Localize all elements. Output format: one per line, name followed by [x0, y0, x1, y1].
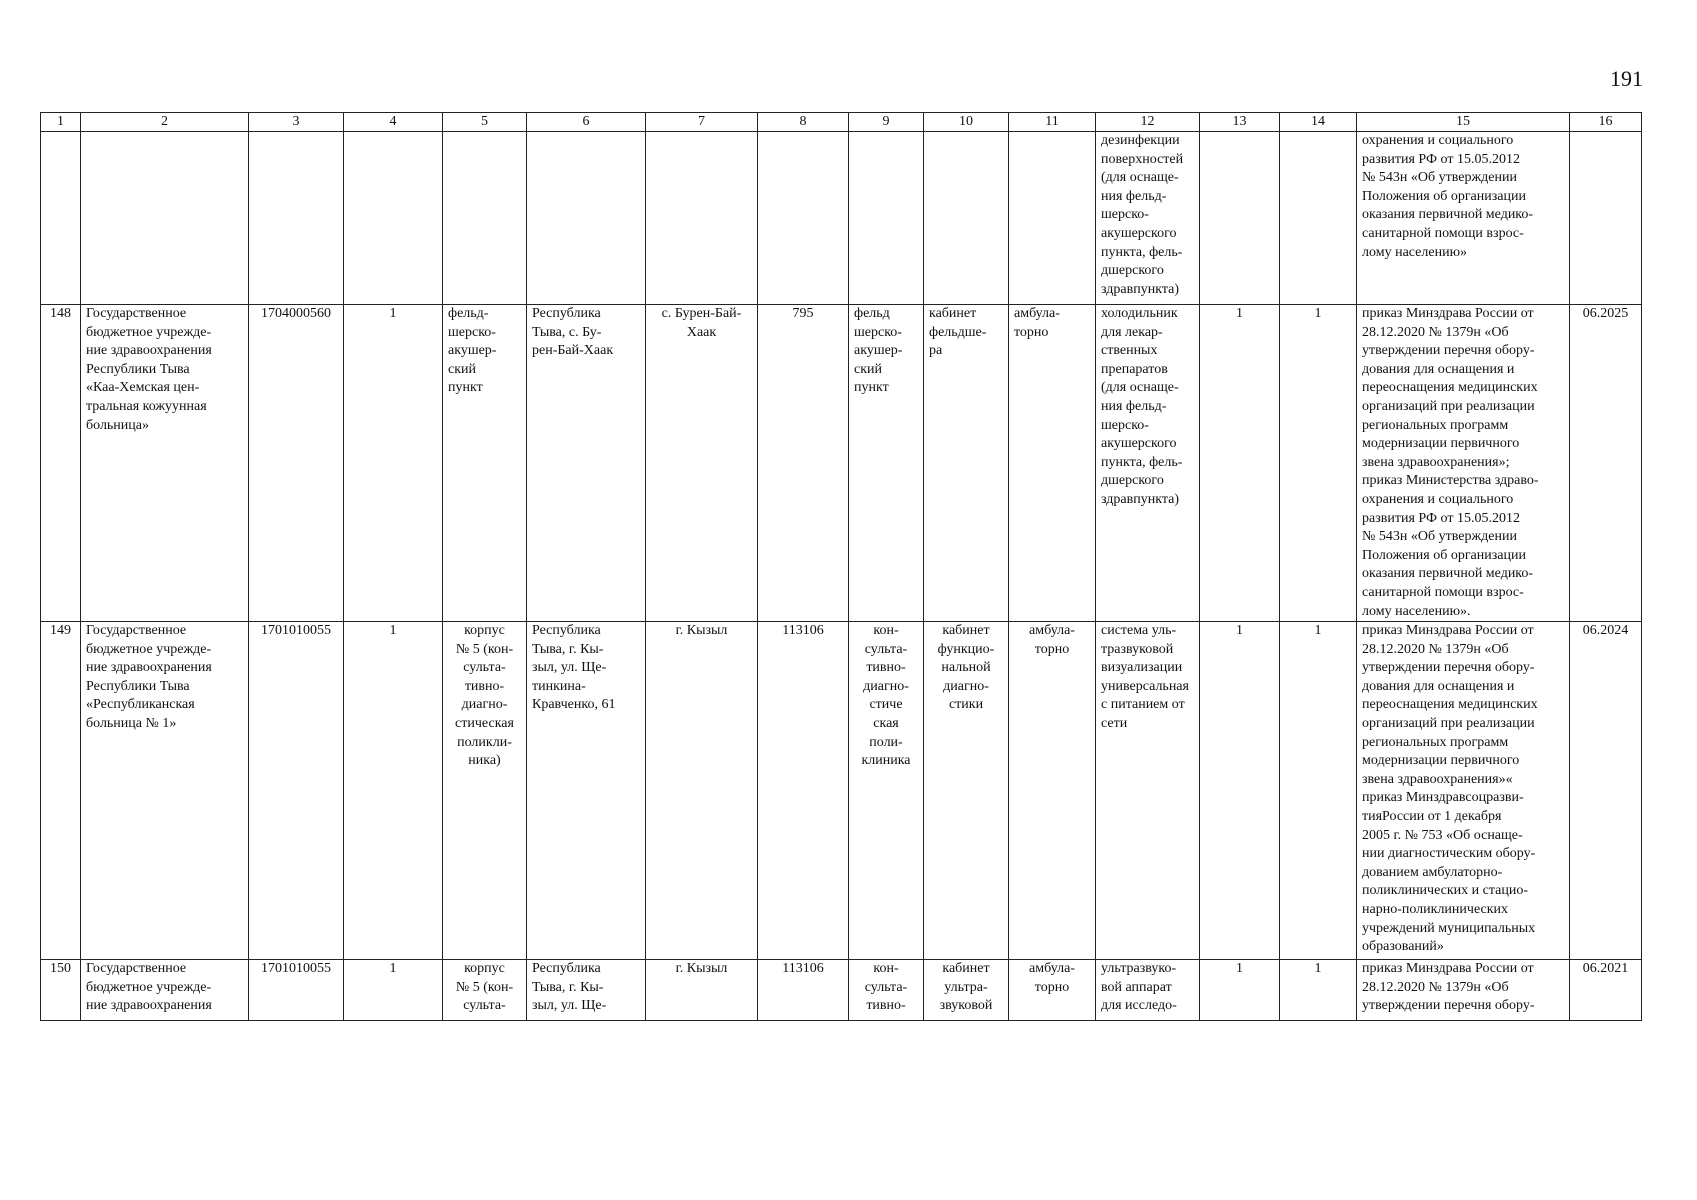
row-number-cell: 148 — [41, 305, 81, 622]
row-number-cell: 149 — [41, 622, 81, 960]
empty-cell — [443, 132, 527, 305]
header-cell: 12 — [1096, 113, 1200, 132]
header-cell: 2 — [81, 113, 249, 132]
empty-cell — [646, 132, 758, 305]
header-cell: 4 — [344, 113, 443, 132]
quantity-cell: 1 — [1200, 305, 1280, 622]
header-cell: 11 — [1009, 113, 1096, 132]
address-cell: Республика Тыва, с. Бу- рен-Бай-Хаак — [527, 305, 646, 622]
room-cell: кабинет фельдше- ра — [924, 305, 1009, 622]
address-cell: Республика Тыва, г. Кы- зыл, ул. Ще- тинкина- Кравченко, 61 — [527, 622, 646, 960]
care-type-cell: амбула- торно — [1009, 305, 1096, 622]
quantity-cell: 1 — [1200, 622, 1280, 960]
header-cell: 7 — [646, 113, 758, 132]
header-cell: 5 — [443, 113, 527, 132]
empty-cell — [1200, 132, 1280, 305]
date-cell: 06.2024 — [1570, 622, 1642, 960]
equipment-cell: ультразвуко- вой аппарат для исследо- — [1096, 960, 1200, 1021]
header-cell: 6 — [527, 113, 646, 132]
empty-cell — [41, 132, 81, 305]
date-cell: 06.2025 — [1570, 305, 1642, 622]
settlement-cell: г. Кызыл — [646, 960, 758, 1021]
organization-cell: Государственное бюджетное учрежде- ние здравоохранения Республики Тыва «Республиканская больница № 1» — [81, 622, 249, 960]
building-cell: фельд- шерско- акушер- ский пункт — [443, 305, 527, 622]
unit-cell: кон- сульта- тивно- диагно- стиче ская поли- клиника — [849, 622, 924, 960]
page-number: 191 — [1610, 66, 1643, 91]
header-cell: 9 — [849, 113, 924, 132]
row-number-cell: 150 — [41, 960, 81, 1021]
header-cell: 1 — [41, 113, 81, 132]
population-cell: 113106 — [758, 960, 849, 1021]
header-cell: 15 — [1357, 113, 1570, 132]
settlement-cell: с. Бурен-Бай- Хаак — [646, 305, 758, 622]
room-cell: кабинет ультра- звуковой — [924, 960, 1009, 1021]
table-row — [41, 960, 1642, 1021]
date-cell: 06.2021 — [1570, 960, 1642, 1021]
building-cell: корпус № 5 (кон- сульта- — [443, 960, 527, 1021]
legal-basis-cell: приказ Минздрава России от 28.12.2020 № 1379н «Об утверждении перечня обору- дования для оснащения и переоснащения медицинских организаций при реализации региональных программ модернизации первичного звена здравоохранения»« приказ Минздравсоцразви- тияРоссии от 1 декабря 2005 г. № 753 «Об оснаще- нии диагностическим обору- дованием амбулаторно- поликлинических и стацио- нарно-поликлинических учреждений муниципальных образований» — [1357, 622, 1570, 960]
population-cell: 795 — [758, 305, 849, 622]
code-cell: 1701010055 — [249, 622, 344, 960]
empty-cell — [758, 132, 849, 305]
empty-cell — [344, 132, 443, 305]
column-number-row — [41, 113, 1642, 132]
settlement-cell: г. Кызыл — [646, 622, 758, 960]
col4-cell: 1 — [344, 305, 443, 622]
header-cell: 16 — [1570, 113, 1642, 132]
col4-cell: 1 — [344, 622, 443, 960]
legal-basis-cell: приказ Минздрава России от 28.12.2020 № 1379н «Об утверждении перечня обору- — [1357, 960, 1570, 1021]
care-type-cell: амбула- торно — [1009, 960, 1096, 1021]
equipment-cell: система уль- тразвуковой визуализации универсальная с питанием от сети — [1096, 622, 1200, 960]
table-row — [41, 305, 1642, 622]
header-cell: 14 — [1280, 113, 1357, 132]
organization-cell: Государственное бюджетное учрежде- ние здравоохранения Республики Тыва «Каа-Хемская цен- тральная кожуунная больница» — [81, 305, 249, 622]
table-row-continuation — [41, 132, 1642, 305]
quantity-cell: 1 — [1280, 305, 1357, 622]
unit-cell: кон- сульта- тивно- — [849, 960, 924, 1021]
quantity-cell: 1 — [1280, 960, 1357, 1021]
equipment-cell: холодильник для лекар- ственных препаратов (для оснаще- ния фельд- шерско- акушерского пункта, фель- дшерского здравпункта) — [1096, 305, 1200, 622]
code-cell: 1704000560 — [249, 305, 344, 622]
population-cell: 113106 — [758, 622, 849, 960]
address-cell: Республика Тыва, г. Кы- зыл, ул. Ще- — [527, 960, 646, 1021]
legal-basis-cell: охранения и социального развития РФ от 15.05.2012 № 543н «Об утверждении Положения об организации оказания первичной медико- санитарной помощи взрос- лому населению» — [1357, 132, 1570, 305]
header-cell: 8 — [758, 113, 849, 132]
legal-basis-cell: приказ Минздрава России от 28.12.2020 № 1379н «Об утверждении перечня обору- дования для оснащения и переоснащения медицинских организаций при реализации региональных программ модернизации первичного звена здравоохранения»; приказ Министерства здраво- охранения и социального развития РФ от 15.05.2012 № 543н «Об утверждении Положения об организации оказания первичной медико- санитарной помощи взрос- лому населению». — [1357, 305, 1570, 622]
care-type-cell: амбула- торно — [1009, 622, 1096, 960]
empty-cell — [849, 132, 924, 305]
header-cell: 10 — [924, 113, 1009, 132]
room-cell: кабинет функцио- нальной диагно- стики — [924, 622, 1009, 960]
header-cell: 3 — [249, 113, 344, 132]
empty-cell — [1570, 132, 1642, 305]
empty-cell — [527, 132, 646, 305]
empty-cell — [1280, 132, 1357, 305]
quantity-cell: 1 — [1280, 622, 1357, 960]
organization-cell: Государственное бюджетное учрежде- ние здравоохранения — [81, 960, 249, 1021]
unit-cell: фельд шерско- акушер- ский пункт — [849, 305, 924, 622]
col4-cell: 1 — [344, 960, 443, 1021]
quantity-cell: 1 — [1200, 960, 1280, 1021]
code-cell: 1701010055 — [249, 960, 344, 1021]
empty-cell — [81, 132, 249, 305]
equipment-table — [40, 112, 1642, 1021]
empty-cell — [249, 132, 344, 305]
equipment-cell: дезинфекции поверхностей (для оснаще- ния фельд- шерско- акушерского пункта, фель- дшерского здравпункта) — [1096, 132, 1200, 305]
empty-cell — [1009, 132, 1096, 305]
empty-cell — [924, 132, 1009, 305]
building-cell: корпус № 5 (кон- сульта- тивно- диагно- стическая поликли- ника) — [443, 622, 527, 960]
header-cell: 13 — [1200, 113, 1280, 132]
table-row — [41, 622, 1642, 960]
